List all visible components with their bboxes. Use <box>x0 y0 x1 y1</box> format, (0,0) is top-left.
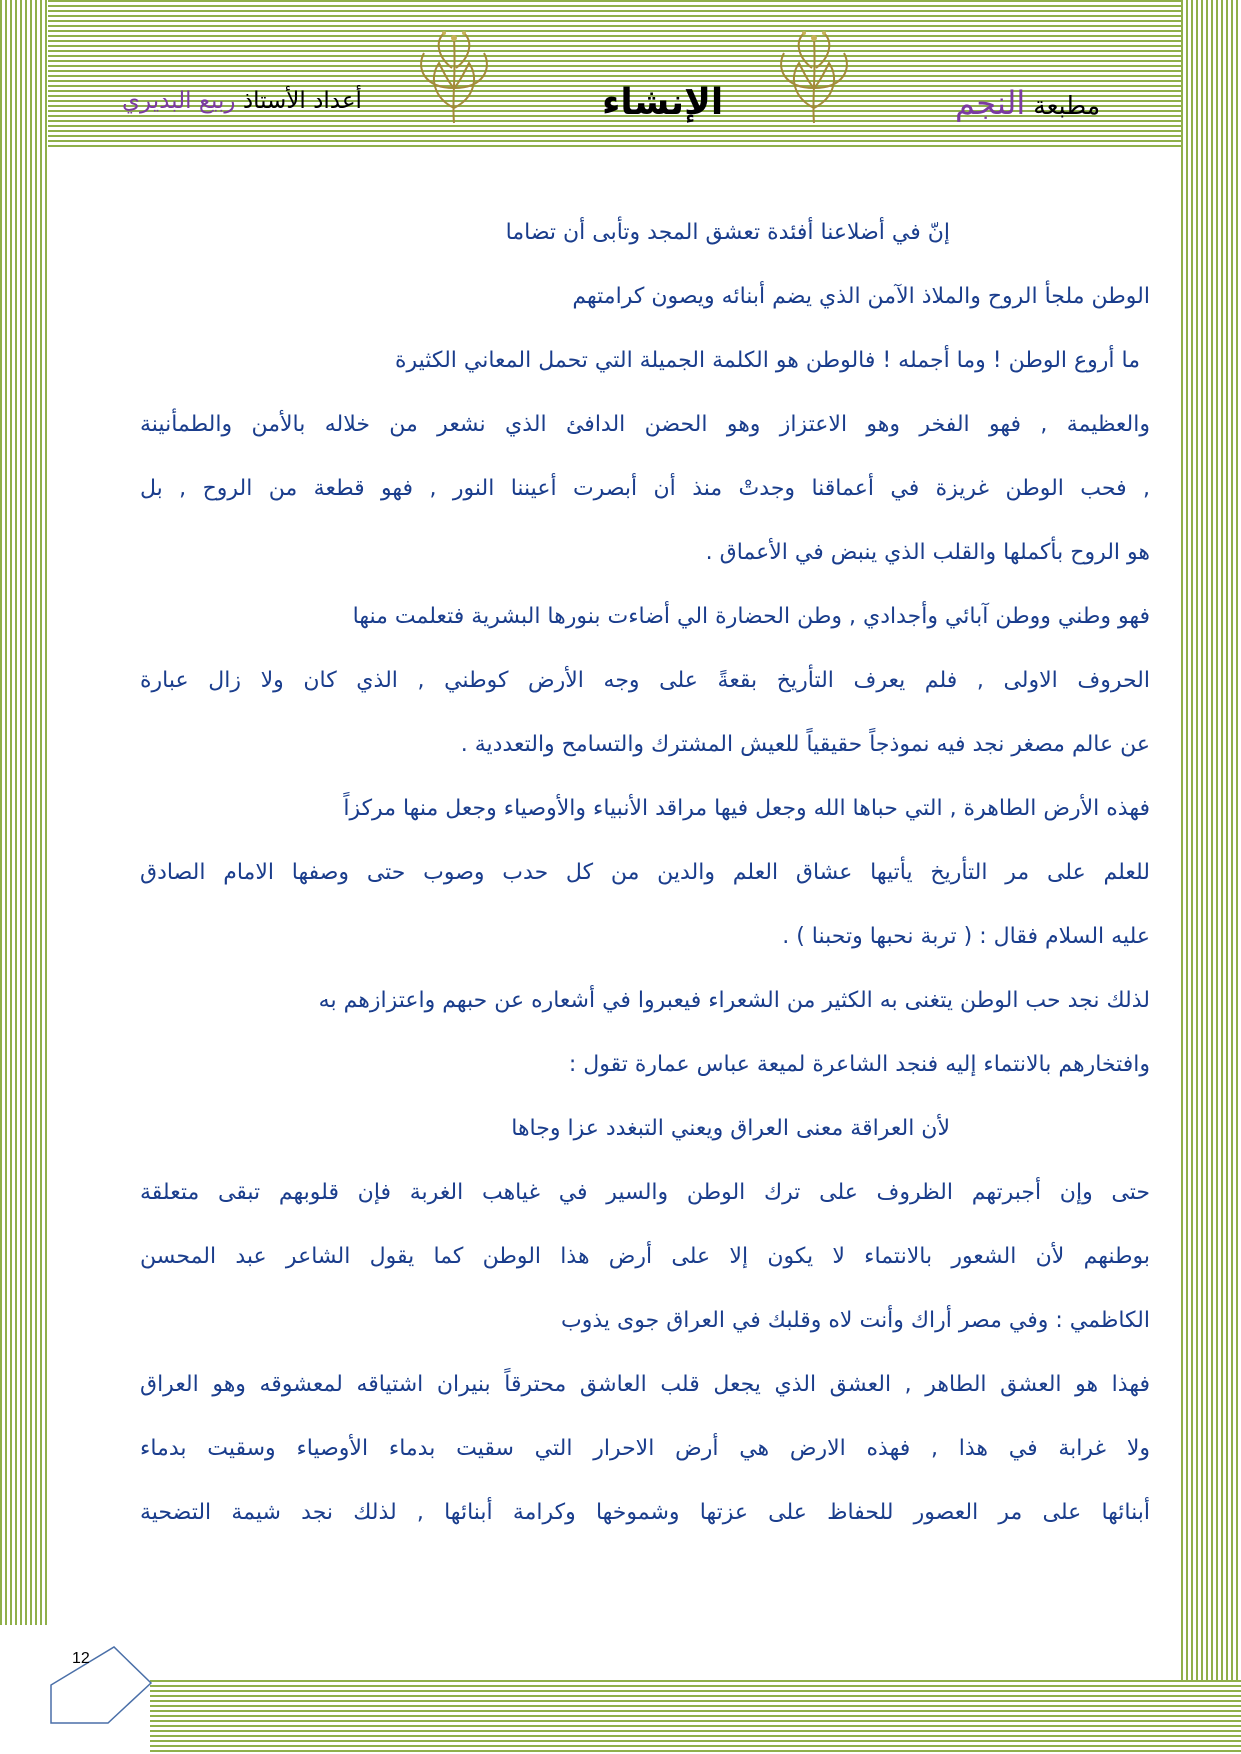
page-number: 12 <box>72 1650 90 1667</box>
text-line: هو الروح بأكملها والقلب الذي ينبض في الأعماق . <box>705 540 1150 565</box>
text-line: عن عالم مصغر نجد فيه نموذجاً حقيقياً للعيش المشترك والتسامح والتعددية . <box>460 732 1150 757</box>
text-line: وافتخارهم بالانتماء إليه فنجد الشاعرة لميعة عباس عمارة تقول : <box>568 1052 1150 1077</box>
bottom-border <box>150 1680 1241 1754</box>
page-title: الإنشاء <box>602 82 724 123</box>
text-line: فهذا هو العشق الطاهر , العشق الذي يجعل قلب العاشق محترقاً بنيران اشتياقه لمعشوقه وهو العراق <box>140 1372 1150 1397</box>
page-number-badge <box>48 1645 153 1725</box>
text-line: الوطن ملجأ الروح والملاذ الآمن الذي يضم أبنائه ويصون كرامتهم <box>572 284 1150 309</box>
press-name <box>955 84 1100 122</box>
verse-line: لأن العراقة معنى العراق ويعني التبغدد عزا وجاها <box>511 1116 950 1141</box>
right-border <box>1181 0 1241 1754</box>
author-name: ربيع البديري <box>122 88 236 114</box>
press-label: مطبعة <box>1033 91 1101 120</box>
text-line: ولا غرابة في هذا , فهذه الارض هي أرض الاحرار التي سقيت بدماء الأوصياء وسقيت بدماء <box>140 1436 1150 1461</box>
floral-ornament-icon <box>404 28 504 126</box>
left-border <box>0 0 48 1625</box>
text-line: لذلك نجد حب الوطن يتغنى به الكثير من الشعراء فيعبروا في أشعاره عن حبهم واعتزازهم به <box>318 988 1150 1013</box>
text-line: للعلم على مر التأريخ يأتيها عشاق العلم والدين من كل حدب وصوب حتى وصفها الامام الصادق <box>140 860 1150 885</box>
text-line: الحروف الاولى , فلم يعرف التأريخ بقعةً على وجه الأرض كوطني , الذي كان ولا زال عبارة <box>140 668 1150 693</box>
text-line: والعظيمة , فهو الفخر وهو الاعتزاز وهو الحضن الدافئ الذي نشعر من خلاله بالأمن والطمأنينة <box>140 412 1150 437</box>
floral-ornament-icon <box>764 28 864 126</box>
author-credit <box>122 88 362 114</box>
verse-line: الكاظمي : وفي مصر أراك وأنت لاه وقلبك في العراق جوى يذوب <box>561 1308 1150 1333</box>
top-border <box>0 0 1241 148</box>
text-line: فهذه الأرض الطاهرة , التي حباها الله وجعل فيها مراقد الأنبياء والأوصياء وجعل منها مركزاً <box>343 796 1150 821</box>
text-line: بوطنهم لأن الشعور بالانتماء لا يكون إلا على أرض هذا الوطن كما يقول الشاعر عبد المحسن <box>140 1244 1150 1269</box>
press-brand: النجم <box>955 84 1026 122</box>
text-line: أبنائها على مر العصور للحفاظ على عزتها وشموخها وكرامة أبنائها , لذلك نجد شيمة التضحية <box>140 1500 1150 1525</box>
text-line: عليه السلام فقال : ( تربة نحبها وتحبنا ) . <box>782 924 1150 949</box>
text-line: , فحب الوطن غريزة في أعماقنا وجدتْ منذ أن أبصرت أعيننا النور , فهو قطعة من الروح , بل <box>140 476 1150 501</box>
text-line: فهو وطني ووطن آبائي وأجدادي , وطن الحضارة الي أضاءت بنورها البشرية فتعلمت منها <box>352 604 1150 629</box>
text-line: ما أروع الوطن ! وما أجمله ! فالوطن هو الكلمة الجميلة التي تحمل المعاني الكثيرة <box>394 348 1140 373</box>
text-line: حتى وإن أجبرتهم الظروف على ترك الوطن والسير في غياهب الغربة فإن قلوبهم تبقى متعلقة <box>140 1180 1150 1205</box>
prepared-label: أعداد الأستاذ <box>242 88 362 114</box>
verse-line: إنّ في أضلاعنا أفئدة تعشق المجد وتأبى أن تضاما <box>505 220 950 245</box>
